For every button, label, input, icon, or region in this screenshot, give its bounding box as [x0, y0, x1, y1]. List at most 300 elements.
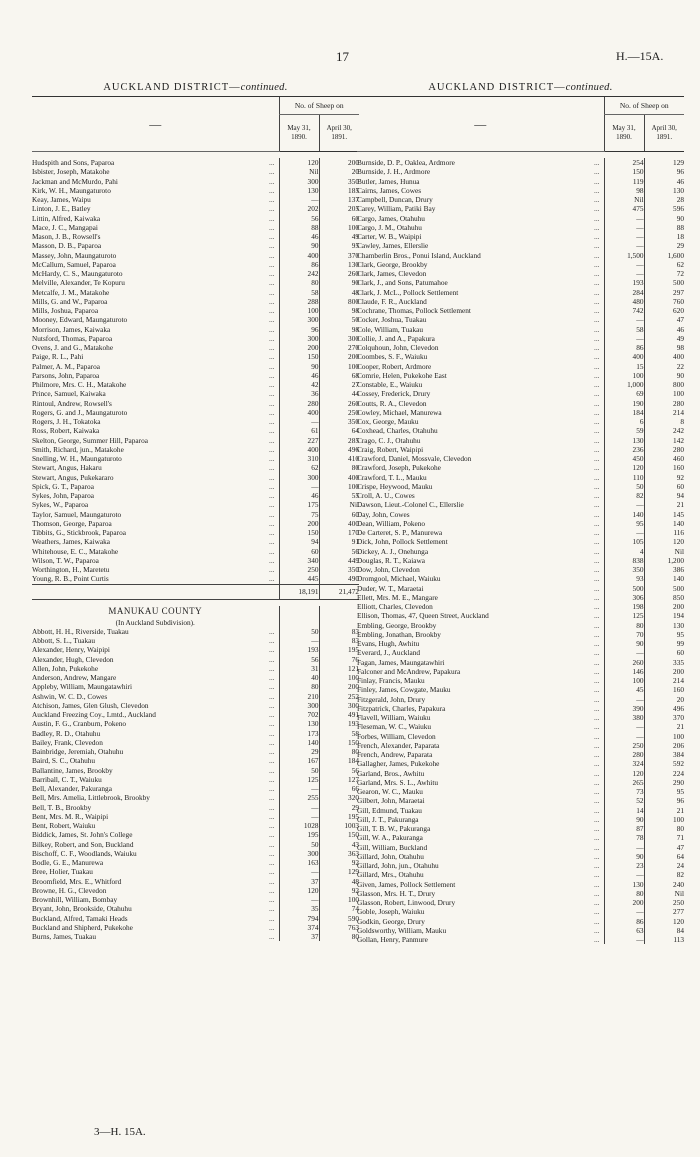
sheep-1891: 250 — [319, 408, 359, 417]
sheep-1891: 8 — [644, 417, 684, 426]
table-row — [357, 269, 684, 278]
sheep-1890: 82 — [604, 491, 644, 500]
table-row — [357, 593, 684, 602]
owner-name: Comrie, Helen, Pukekohe East — [357, 370, 447, 380]
table-row — [357, 306, 684, 315]
table-row — [357, 648, 684, 657]
owner-name: Masson, D. B., Paparoa — [32, 241, 102, 251]
owner-name: Gill, William, Buckland — [357, 842, 428, 852]
sheep-1890: — — [279, 417, 319, 426]
owner-name: Ellett, Mrs. M. E., Mangare — [357, 592, 438, 602]
owner-name: Young, R. B., Point Curtis — [32, 574, 109, 584]
table-row — [32, 932, 359, 941]
sheep-1890: 193 — [279, 645, 319, 654]
owner-name: Fitzgerald, John, Drury — [357, 694, 426, 704]
sheep-1891: 60 — [644, 482, 684, 491]
leader-dots: ... — [594, 269, 600, 278]
sheep-1891: 46 — [644, 177, 684, 186]
owner-name: Coombes, S. F., Waiuku — [357, 352, 428, 362]
sheep-1891: 29 — [644, 241, 684, 250]
sheep-1890: 125 — [604, 611, 644, 620]
sheep-1891: 83 — [319, 636, 359, 645]
table-row — [32, 232, 359, 241]
leader-dots: ... — [594, 315, 600, 325]
owner-name: Littin, Alfred, Kaiwaka — [32, 213, 101, 223]
sheep-1891: 350 — [319, 565, 359, 574]
table-row — [32, 186, 359, 195]
table-row — [357, 602, 684, 611]
owner-name: Goble, Joseph, Waiuku — [357, 907, 425, 917]
sheep-1891: 386 — [644, 565, 684, 574]
sheep-1891: 370 — [644, 713, 684, 722]
leader-dots: ... — [269, 839, 275, 849]
sheep-1890: 120 — [604, 769, 644, 778]
owner-name: Cochrane, Thomas, Pollock Settlement — [357, 306, 471, 315]
sheep-1891: 127 — [319, 775, 359, 784]
leader-dots: ... — [594, 768, 600, 778]
table-row — [357, 815, 684, 824]
sheep-1890: 100 — [279, 306, 319, 315]
leader-dots: ... — [594, 204, 600, 214]
sheep-1890: 702 — [279, 710, 319, 719]
sheep-1891: 130 — [319, 260, 359, 269]
owner-name: Mooney, Edward, Maungaturoto — [32, 315, 128, 325]
sheep-1891: 224 — [644, 769, 684, 778]
owner-name: Cawley, James, Ellerslie — [357, 241, 429, 251]
leader-dots: ... — [594, 241, 600, 251]
table-row — [357, 177, 684, 186]
sheep-1890: 100 — [604, 676, 644, 685]
owner-name: Sykes, W., Paparoa — [32, 500, 89, 510]
table-row — [357, 389, 684, 398]
table-row — [357, 584, 684, 593]
sheep-1890: 61 — [279, 426, 319, 435]
sheep-1891: 44 — [319, 389, 359, 398]
owner-name: Cole, William, Tuakau — [357, 324, 424, 334]
sheep-1891: 150 — [319, 830, 359, 839]
leader-dots: ... — [594, 648, 600, 658]
owner-name: Badley, R. D., Otahuhu — [32, 728, 101, 738]
sheep-1890: 200 — [279, 519, 319, 528]
owner-name: Falconer and McAndrew, Papakura — [357, 666, 461, 676]
table-row — [32, 537, 359, 546]
leader-dots: ... — [269, 636, 275, 645]
page-reference: H.—15A. — [616, 49, 664, 63]
sheep-1891: 160 — [644, 685, 684, 694]
leader-dots: ... — [269, 747, 275, 756]
owner-name: Keay, James, Waipu — [32, 195, 91, 204]
sheep-1891: 80 — [319, 463, 359, 472]
leader-dots: ... — [269, 858, 275, 867]
sheep-1890: — — [279, 636, 319, 645]
sheep-1890: 400 — [279, 408, 319, 417]
table-row — [357, 565, 684, 574]
sheep-1891: 200 — [644, 667, 684, 676]
leader-dots: ... — [594, 546, 600, 556]
leader-dots: ... — [269, 407, 275, 417]
sheep-1890: 62 — [279, 463, 319, 472]
sheep-1890: 210 — [279, 692, 319, 701]
sheep-1890: 150 — [604, 167, 644, 176]
leader-dots: ... — [269, 435, 275, 445]
sheep-1891: 88 — [644, 223, 684, 232]
total-1891: 21,472 — [319, 584, 359, 599]
owner-name: Given, James, Pollock Settlement — [357, 879, 456, 889]
sheep-1890: 90 — [279, 362, 319, 371]
sheep-1890: 110 — [604, 473, 644, 482]
table-row — [357, 158, 684, 167]
sheep-1891: 98 — [319, 325, 359, 334]
sheep-1890: 190 — [604, 399, 644, 408]
owner-name: Burns, James, Tuakau — [32, 932, 97, 941]
sheep-1891: 335 — [644, 658, 684, 667]
sheep-1890: 250 — [604, 741, 644, 750]
section-subheading: (In Auckland Subdivision). — [115, 617, 195, 627]
table-row — [357, 824, 684, 833]
col-may-1890-header: May 31, 1890. — [279, 115, 319, 152]
sheep-1891: 250 — [644, 898, 684, 907]
owner-name: Nutsford, Thomas, Paparoa — [32, 333, 113, 343]
table-row — [357, 510, 684, 519]
table-row — [357, 861, 684, 870]
sheep-1890: 86 — [604, 343, 644, 352]
owner-name: Carter, W. B., Waipipi — [357, 232, 422, 241]
leader-dots: ... — [594, 213, 600, 223]
table-row — [32, 195, 359, 204]
leader-dots: ... — [594, 657, 600, 667]
owner-name: Buckland, Alfred, Tamaki Heads — [32, 913, 128, 923]
sheep-1891: 760 — [644, 297, 684, 306]
owner-name: Chamberlin Bros., Ponui Island, Auckland — [357, 250, 481, 260]
table-row — [32, 812, 359, 821]
owner-name: Stewart, Angus, Hakaru — [32, 463, 102, 473]
leader-dots: ... — [269, 867, 275, 877]
table-row — [357, 399, 684, 408]
table-row — [357, 482, 684, 491]
owner-name: Alexander, Henry, Waipipi — [32, 645, 110, 655]
table-row — [357, 621, 684, 630]
right-column-title: AUCKLAND DISTRICT—continued. — [428, 82, 613, 93]
sheep-1890: 14 — [604, 806, 644, 815]
leader-dots: ... — [594, 731, 600, 741]
sheep-1890: 6 — [604, 417, 644, 426]
leader-dots: ... — [594, 796, 600, 806]
table-row — [32, 877, 359, 886]
leader-dots: ... — [269, 296, 275, 306]
leader-dots: ... — [269, 259, 275, 269]
sheep-1890: 260 — [604, 658, 644, 667]
sheep-1891: 240 — [644, 880, 684, 889]
sheep-1890: — — [604, 843, 644, 852]
table-row — [32, 278, 359, 287]
owner-name: Clark, George, Brookby — [357, 259, 428, 269]
sheep-1891: 490 — [319, 574, 359, 584]
sheep-1891: 66 — [319, 784, 359, 793]
sheep-1891: 98 — [319, 306, 359, 315]
table-row — [357, 445, 684, 454]
table-row — [357, 926, 684, 935]
leader-dots: ... — [594, 916, 600, 926]
owner-name: Browne, H. G., Clevedon — [32, 885, 107, 895]
sheep-1891: 21 — [644, 500, 684, 509]
owner-name: Gill, T. B. W., Pakuranga — [357, 824, 431, 833]
sheep-1890: 1,000 — [604, 380, 644, 389]
leader-dots: ... — [594, 232, 600, 241]
table-row — [357, 574, 684, 583]
sheep-1890: 310 — [279, 454, 319, 463]
leader-dots: ... — [269, 663, 275, 673]
total-1890: 18,191 — [279, 584, 319, 599]
table-row — [357, 454, 684, 463]
sheep-1890: 73 — [604, 787, 644, 796]
sheep-1890: 23 — [604, 861, 644, 870]
leader-dots: ... — [269, 802, 275, 812]
sheep-1891: 496 — [319, 445, 359, 454]
leader-dots: ... — [594, 185, 600, 195]
owner-name: Gilbert, John, Maraetai — [357, 796, 425, 806]
sheep-1891: 90 — [644, 214, 684, 223]
leader-dots: ... — [269, 158, 275, 167]
table-row — [32, 241, 359, 250]
sheep-1891: 1003 — [319, 821, 359, 830]
owner-name: Flavell, William, Waiuku — [357, 713, 431, 722]
leader-dots: ... — [594, 435, 600, 445]
table-row — [357, 278, 684, 287]
sheep-1890: 227 — [279, 436, 319, 445]
leader-dots: ... — [269, 398, 275, 408]
leader-dots: ... — [269, 426, 275, 436]
leader-dots: ... — [594, 898, 600, 907]
owner-name: Cox, George, Mauku — [357, 417, 419, 426]
leader-dots: ... — [269, 481, 275, 491]
sheep-1890: 80 — [279, 278, 319, 287]
sheep-1891: 185 — [319, 186, 359, 195]
owner-name: Crawford, T. L., Mauku — [357, 472, 427, 482]
sheep-1891: 95 — [644, 787, 684, 796]
leader-dots: ... — [594, 824, 600, 833]
leader-dots: ... — [594, 611, 600, 621]
sheep-1891: 800 — [644, 380, 684, 389]
leader-dots: ... — [269, 565, 275, 574]
leader-dots: ... — [269, 885, 275, 895]
owner-name: Rogers, G. and J., Maungaturoto — [32, 407, 128, 417]
leader-dots: ... — [269, 922, 275, 932]
leader-dots: ... — [594, 509, 600, 519]
sheep-1891: 121 — [319, 664, 359, 673]
owner-name: Paige, R. L., Pahi — [32, 352, 84, 362]
table-row — [32, 701, 359, 710]
table-row — [32, 204, 359, 213]
leader-dots: ... — [594, 907, 600, 917]
leader-dots: ... — [594, 426, 600, 436]
leader-dots: ... — [594, 380, 600, 389]
sheep-1891: 500 — [644, 584, 684, 593]
sheep-1890: 480 — [604, 297, 644, 306]
sheep-1891: 62 — [644, 260, 684, 269]
sheep-1890: 1028 — [279, 821, 319, 830]
owner-name: Gollan, Henry, Panmure — [357, 935, 428, 944]
sheep-1891: 95 — [319, 241, 359, 250]
page-number: 17 — [336, 49, 349, 64]
sheep-1891: 100 — [644, 815, 684, 824]
table-row — [32, 775, 359, 784]
leader-dots: ... — [269, 361, 275, 371]
sheep-1890: 130 — [279, 719, 319, 728]
table-row — [357, 759, 684, 768]
owner-name: Day, John, Cowes — [357, 509, 410, 519]
owner-name: Anderson, Andrew, Mangare — [32, 673, 117, 682]
table-row — [357, 852, 684, 861]
leader-dots: ... — [594, 158, 600, 167]
table-row — [32, 858, 359, 867]
owner-name: Hudspith and Sons, Paparoa — [32, 158, 115, 167]
sheep-1891: 137 — [319, 195, 359, 204]
table-row — [357, 232, 684, 241]
sheep-1891: 74 — [319, 904, 359, 913]
owner-name: Forbes, William, Clevedon — [357, 731, 436, 741]
sheep-1890: 96 — [279, 325, 319, 334]
table-row — [32, 352, 359, 361]
owner-name: Wilson, T. W., Paparoa — [32, 555, 99, 565]
table-row — [32, 547, 359, 556]
table-row — [32, 895, 359, 904]
owner-name: Smith, Richard, jun., Matakohe — [32, 444, 124, 454]
owner-name: Craig, Robert, Waipipi — [357, 444, 424, 454]
table-row — [32, 904, 359, 913]
table-row — [357, 426, 684, 435]
sheep-1890: — — [604, 935, 644, 944]
owner-name: Evans, Hugh, Awhitu — [357, 639, 420, 648]
sheep-1890: 380 — [604, 713, 644, 722]
sheep-1890: 400 — [279, 445, 319, 454]
sheep-1891: 620 — [644, 306, 684, 315]
leader-dots: ... — [269, 389, 275, 399]
sheep-1890: 500 — [604, 584, 644, 593]
sheep-1891: 277 — [644, 907, 684, 916]
sheep-1890: 75 — [279, 510, 319, 519]
leader-dots: ... — [269, 654, 275, 664]
leader-dots: ... — [594, 713, 600, 722]
sheep-1890: 198 — [604, 602, 644, 611]
owner-name: Everard, J., Auckland — [357, 648, 421, 658]
sheep-1891: 80 — [644, 824, 684, 833]
leader-dots: ... — [269, 185, 275, 195]
sheep-1891: 300 — [319, 701, 359, 710]
owner-name: Ross, Robert, Kaiwaka — [32, 426, 100, 436]
leader-dots: ... — [594, 444, 600, 454]
leader-dots: ... — [594, 583, 600, 593]
table-row — [357, 251, 684, 260]
leader-dots: ... — [269, 176, 275, 186]
sheep-1890: 36 — [279, 389, 319, 398]
leader-dots: ... — [269, 673, 275, 682]
table-row — [357, 907, 684, 916]
sheep-1890: 58 — [279, 288, 319, 297]
leader-dots: ... — [594, 278, 600, 288]
sheep-1890: 100 — [604, 371, 644, 380]
sheep-1890: 146 — [604, 667, 644, 676]
table-row — [357, 241, 684, 250]
left-sheep-table — [32, 96, 359, 941]
sheep-1891: 1,600 — [644, 251, 684, 260]
sheep-1891: Nil — [644, 547, 684, 556]
leader-dots: ... — [269, 518, 275, 528]
sheep-1891: 68 — [319, 371, 359, 380]
sheep-1891: 384 — [644, 750, 684, 759]
leader-dots: ... — [594, 620, 600, 630]
sheep-1891: 56 — [319, 766, 359, 775]
leader-dots: ... — [594, 870, 600, 880]
sheep-1891: 145 — [644, 510, 684, 519]
owner-name: Bodle, G. E., Manurewa — [32, 858, 104, 867]
table-row — [357, 167, 684, 176]
owner-name: Mace, J. C., Mangapai — [32, 222, 98, 232]
table-row — [32, 482, 359, 491]
owner-name: Bell, Alexander, Pakuranga — [32, 784, 112, 793]
table-row — [32, 288, 359, 297]
owner-name: Gillard, John, jun., Otahuhu — [357, 861, 439, 870]
sheep-1891: 280 — [644, 445, 684, 454]
leader-dots: ... — [269, 710, 275, 719]
table-row — [357, 806, 684, 815]
owner-name: Massey, John, Maungaturoto — [32, 250, 117, 260]
sheep-1890: 45 — [604, 685, 644, 694]
leader-dots: ... — [269, 333, 275, 343]
sheep-1890: 46 — [279, 232, 319, 241]
owner-name: De Carteret, S. P., Manurewa — [357, 528, 443, 537]
leader-dots: ... — [594, 777, 600, 787]
sheep-1890: 236 — [604, 445, 644, 454]
owner-name: Collie, J. and A., Papakura — [357, 333, 435, 343]
sheep-1890: 50 — [279, 766, 319, 775]
sheep-1891: 90 — [644, 371, 684, 380]
sheep-1890: 300 — [279, 701, 319, 710]
leader-dots: ... — [594, 361, 600, 371]
sheep-1890: 130 — [279, 186, 319, 195]
sheep-1890: 29 — [279, 747, 319, 756]
leader-dots: ... — [594, 259, 600, 269]
table-row — [357, 935, 684, 944]
sheep-1891: 60 — [319, 510, 359, 519]
sheep-1890: 284 — [604, 288, 644, 297]
sheep-1890: 163 — [279, 858, 319, 867]
table-row — [357, 917, 684, 926]
owner-name: Bell, Mrs. Amelia, Littlebrook, Brookby — [32, 793, 150, 803]
leader-dots: ... — [594, 481, 600, 491]
leader-dots: ... — [594, 352, 600, 362]
table-row — [32, 886, 359, 895]
table-row — [357, 380, 684, 389]
leader-dots: ... — [269, 269, 275, 278]
owner-name: Dow, John, Clevedon — [357, 565, 420, 574]
sheep-1890: — — [604, 232, 644, 241]
sheep-1891: 92 — [319, 858, 359, 867]
leader-dots: ... — [269, 491, 275, 500]
table-row — [357, 473, 684, 482]
sheep-1890: 120 — [604, 463, 644, 472]
table-row — [357, 658, 684, 667]
owner-name: Cowley, Michael, Manurewa — [357, 407, 442, 417]
sheep-1890: 120 — [279, 886, 319, 895]
sheep-1890: 90 — [604, 815, 644, 824]
leader-dots: ... — [594, 537, 600, 547]
sheep-1890: 167 — [279, 756, 319, 765]
owner-name: Allen, John, Pukekohe — [32, 663, 99, 673]
col-april-1891-header: April 30, 1891. — [644, 115, 684, 152]
table-row — [32, 463, 359, 472]
sheep-1890: 90 — [279, 241, 319, 250]
table-row — [32, 923, 359, 932]
